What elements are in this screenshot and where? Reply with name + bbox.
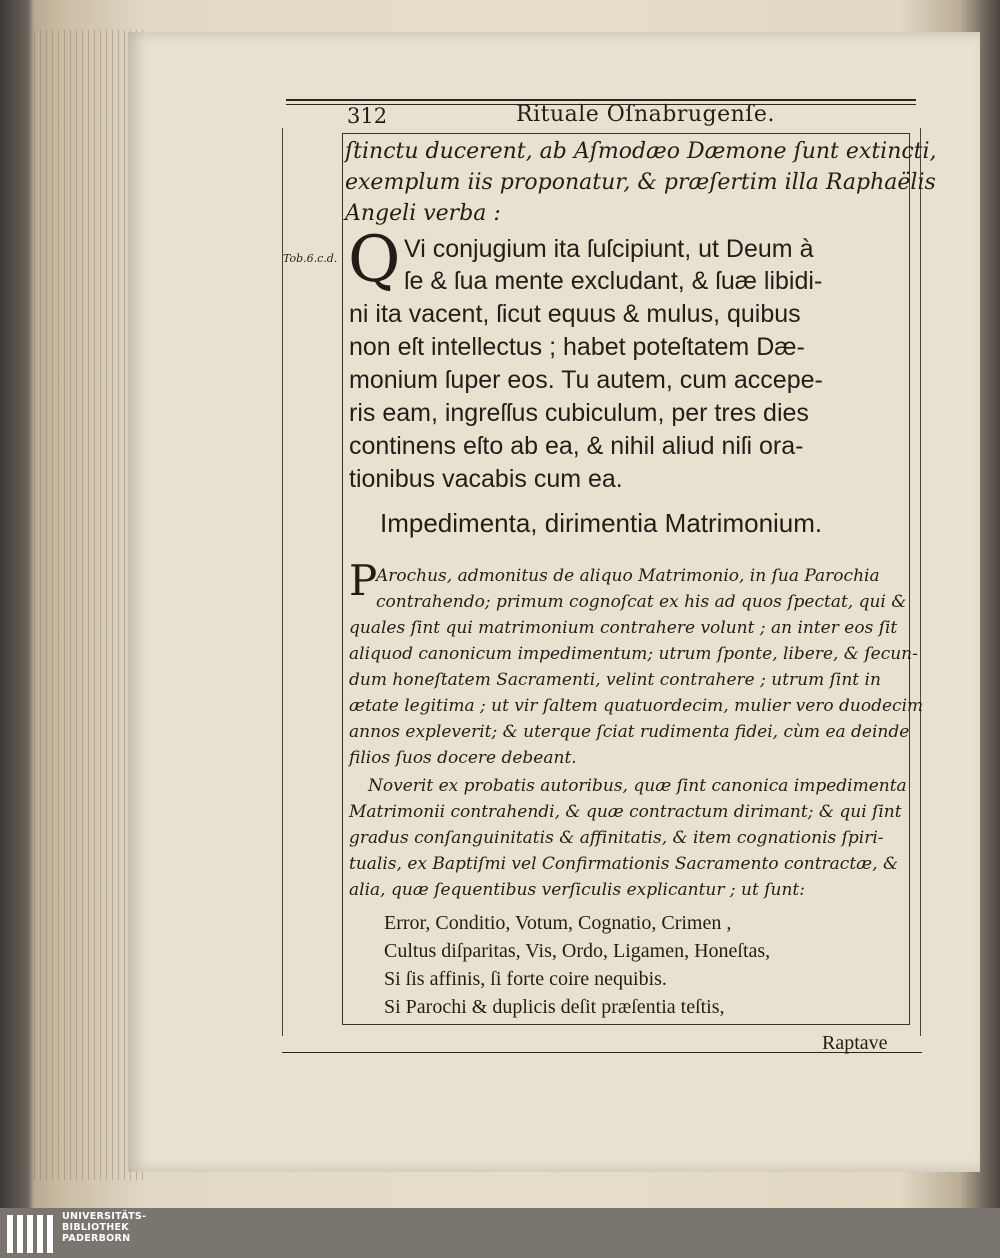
paragraph-line: Arochus, admonitus de aliquo Matrimonio, in ſua Parochia <box>376 566 880 586</box>
drop-cap-q: Q <box>348 223 401 297</box>
paragraph-line: tualis, ex Baptiſmi vel Confirmationis Sacramento contractæ, & <box>349 854 899 874</box>
paragraph-line: ætate legitima ; ut vir ſaltem quatuordecim, mulier vero duodecim <box>349 696 924 716</box>
quote-line: tionibus vacabis cum ea. <box>349 465 623 493</box>
intro-line: Angeli verba : <box>345 201 501 226</box>
quote-line: ris eam, ingreſſus cubiculum, per tres dies <box>349 399 809 427</box>
library-name-line: UNIVERSITÄTS- <box>62 1211 147 1222</box>
catchword: Raptave <box>822 1032 888 1054</box>
header-rule <box>286 99 916 101</box>
quote-line: monium ſuper eos. Tu autem, cum accepe- <box>349 366 823 394</box>
paragraph-line: dum honeſtatem Sacramenti, velint contrahere ; utrum ſint in <box>349 670 881 690</box>
quote-line: Vi conjugium ita ſuſcipiunt, ut Deum à <box>404 235 814 263</box>
intro-line: exemplum iis proponatur, & præſertim illa Raphaëlis <box>345 170 936 195</box>
verse-line: Si ſis affinis, ſi forte coire nequibis. <box>384 968 667 990</box>
paragraph-line: aliquod canonicum impedimentum; utrum ſponte, libere, & ſecun- <box>349 644 918 664</box>
paragraph-line: quales ſint qui matrimonium contrahere volunt ; an inter eos ſit <box>349 618 898 638</box>
library-name <box>62 1211 146 1244</box>
paragraph-line: filios ſuos docere debeant. <box>349 748 577 768</box>
verse-line: Error, Conditio, Votum, Cognatio, Crimen , <box>384 912 732 934</box>
quote-line: non eſt intellectus ; habet poteſtatem Dæ- <box>349 333 805 361</box>
right-margin-rule <box>920 128 921 1036</box>
running-head: Rituale Oſnabrugenſe. <box>516 102 775 127</box>
paragraph-line: annos expleverit; & uterque ſciat rudimenta fidei, cùm ea deinde <box>349 722 910 742</box>
margin-note: Tob.6.c.d. <box>283 252 338 265</box>
library-footer <box>0 1208 1000 1258</box>
verse-line: Cultus diſparitas, Vis, Ordo, Ligamen, Honeſtas, <box>384 940 771 962</box>
library-name-line: PADERBORN <box>62 1233 131 1244</box>
quote-line: ſe & ſua mente excludant, & ſuæ libidi- <box>404 267 823 295</box>
quote-line: ni ita vacent, ſicut equus & mulus, quibus <box>349 300 801 328</box>
verse-line: Si Parochi & duplicis deſit præſentia teſtis, <box>384 996 725 1018</box>
section-heading: Impedimenta, dirimentia Matrimonium. <box>380 508 823 538</box>
paragraph-line: Matrimonii contrahendi, & quæ contractum dirimant; & qui ſint <box>349 802 902 822</box>
drop-cap-p: P <box>349 556 378 605</box>
quote-line: continens eſto ab ea, & nihil aliud niſi ora- <box>349 432 804 460</box>
library-name-line: BIBLIOTHEK <box>62 1222 129 1233</box>
page-number: 312 <box>347 104 388 128</box>
intro-line: ſtinctu ducerent, ab Aſmodæo Dæmone ſunt extincti, <box>345 139 937 164</box>
paragraph-line: gradus conſanguinitatis & affinitatis, & item cognationis ſpiri- <box>349 828 884 848</box>
paragraph-line: alia, quæ ſequentibus verſiculis explicantur ; ut ſunt: <box>349 880 805 900</box>
paragraph-line: contrahendo; primum cognoſcat ex his ad quos ſpectat, qui & <box>376 592 907 612</box>
library-logo-icon <box>5 1212 57 1256</box>
paragraph-line: Noverit ex probatis autoribus, quæ ſint canonica impedimenta <box>368 776 907 796</box>
